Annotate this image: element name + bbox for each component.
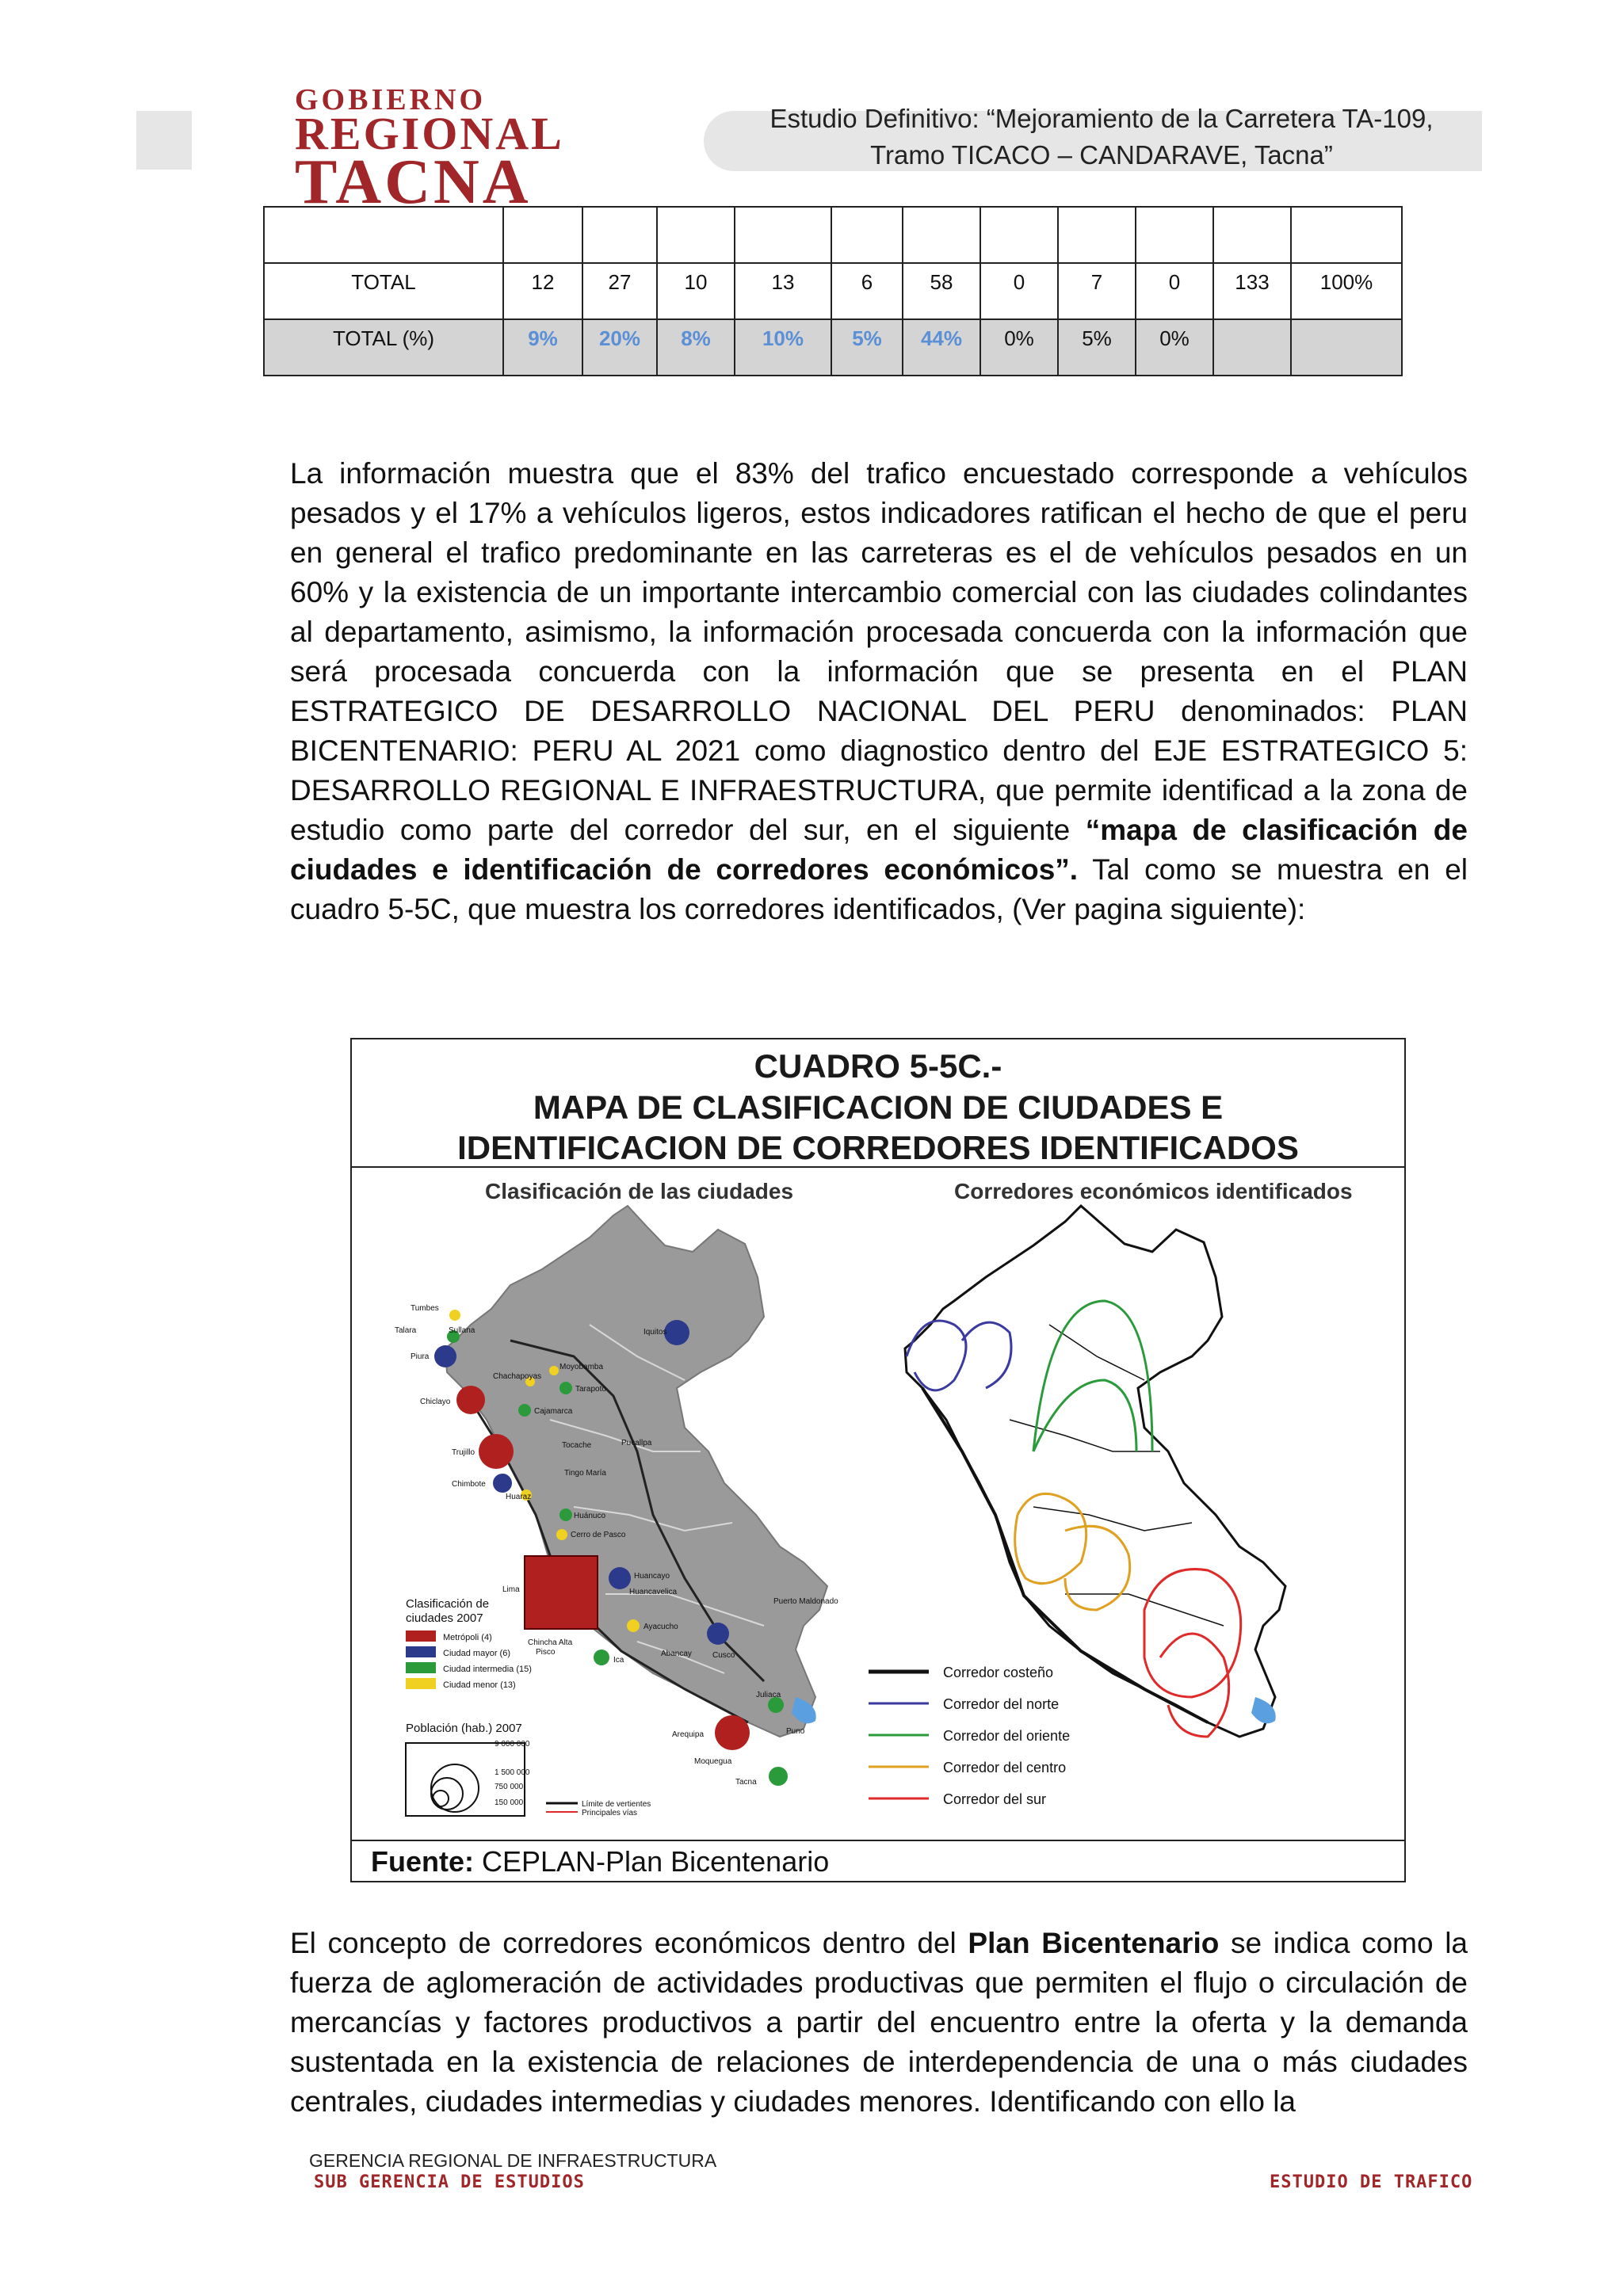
city-label: Abancay xyxy=(661,1650,692,1658)
table-cell xyxy=(657,207,735,263)
population-value: 750 000 xyxy=(495,1783,524,1791)
city-piura xyxy=(434,1345,456,1367)
corridors-legend xyxy=(869,1665,1070,1807)
table-cell: 10% xyxy=(735,319,831,376)
table-cell: 0 xyxy=(980,263,1058,319)
city-label: Chiclayo xyxy=(420,1398,451,1406)
figure-title-3: IDENTIFICACION DE CORREDORES IDENTIFICADOS xyxy=(457,1129,1299,1166)
table-cell: 0% xyxy=(980,319,1058,376)
city-ayacucho xyxy=(627,1619,640,1632)
table-row xyxy=(264,207,1402,263)
legend-title-2: ciudades 2007 xyxy=(406,1611,483,1625)
city-label: Moquegua xyxy=(694,1757,732,1766)
legend-corridor-label: Corredor del centro xyxy=(943,1760,1067,1775)
source-value: CEPLAN-Plan Bicentenario xyxy=(474,1845,830,1878)
table-cell: 9% xyxy=(503,319,582,376)
figure-source xyxy=(352,1840,1404,1881)
city-label: Ica xyxy=(613,1656,624,1665)
city-label: Huánuco xyxy=(574,1512,606,1520)
city-tumbes xyxy=(449,1310,460,1321)
legend-item-label: Ciudad mayor (6) xyxy=(443,1649,510,1658)
table-cell: 12 xyxy=(503,263,582,319)
legend-item-label: Ciudad menor (13) xyxy=(443,1680,516,1690)
table-cell: 0% xyxy=(1136,319,1213,376)
table-cell: 5% xyxy=(1058,319,1136,376)
city-tacna xyxy=(769,1767,788,1786)
source-label: Fuente: xyxy=(371,1845,474,1878)
city-ica xyxy=(594,1650,609,1665)
city-label: Ayacucho xyxy=(643,1623,678,1631)
legend-item-label: Ciudad intermedia (15) xyxy=(443,1665,532,1674)
figure-cuadro-5-5c xyxy=(350,1038,1406,1882)
table-cell xyxy=(735,207,831,263)
source-text xyxy=(371,1845,829,1878)
city-huancayo xyxy=(609,1567,631,1589)
city-cajamarca xyxy=(518,1404,531,1417)
table-cell xyxy=(1213,207,1291,263)
table-cell: 20% xyxy=(582,319,657,376)
city-juliaca xyxy=(768,1697,784,1713)
legend-item-label: Metrópoli (4) xyxy=(443,1633,492,1642)
document-title xyxy=(737,101,1466,174)
city-label: Chimbote xyxy=(452,1480,486,1489)
footer-subdepartment: SUB GERENCIA DE ESTUDIOS xyxy=(314,2172,585,2192)
city-label: Cusco xyxy=(712,1651,735,1660)
paragraph-bold-text: “mapa de clasificación de ciudades e identificación de corredores económicos”. xyxy=(290,814,1468,886)
body-paragraph-2 xyxy=(290,1924,1468,2122)
figure-title-1: CUADRO 5-5C.- xyxy=(754,1047,1002,1085)
legend-corridor-label: Corredor del norte xyxy=(943,1696,1060,1712)
table-cell xyxy=(582,207,657,263)
right-map-subtitle: Corredores económicos identificados xyxy=(954,1179,1353,1203)
city-label: Talara xyxy=(395,1326,417,1335)
city-arequipa xyxy=(715,1715,750,1750)
logo-line-1: GOBIERNO xyxy=(295,83,487,116)
legend-corridor-label: Corredor del oriente xyxy=(943,1728,1071,1744)
table-cell: 44% xyxy=(903,319,980,376)
city-label: Piura xyxy=(411,1352,430,1361)
population-value: 9 000 000 xyxy=(495,1740,530,1749)
logo-line-3: TACNA xyxy=(295,147,532,217)
paragraph-bold-text: Plan Bicentenario xyxy=(968,1927,1220,1959)
table-cell xyxy=(1058,207,1136,263)
table-cell xyxy=(980,207,1058,263)
legend-title-1: Clasificación de xyxy=(406,1597,490,1611)
city-label: Huancayo xyxy=(634,1572,670,1581)
city-label: Arequipa xyxy=(672,1730,705,1739)
total-percent-label-cell: TOTAL (%) xyxy=(264,319,503,376)
city-label: Tingo María xyxy=(564,1469,606,1478)
legend-corridor-label: Corredor costeño xyxy=(943,1665,1054,1680)
table-cell: 13 xyxy=(735,263,831,319)
city-label: Iquitos xyxy=(643,1328,667,1337)
table-cell xyxy=(831,207,903,263)
city-label: Sullana xyxy=(449,1326,475,1335)
table-cell xyxy=(1291,319,1402,376)
city-huanuco xyxy=(559,1508,572,1521)
document-title-line-1: Estudio Definitivo: “Mejoramiento de la Carretera TA-109, xyxy=(769,104,1434,133)
table-cell: 0 xyxy=(1136,263,1213,319)
city-label: Tocache xyxy=(562,1441,592,1450)
population-value: 1 500 000 xyxy=(495,1768,530,1777)
header-left-decoration xyxy=(136,111,192,170)
city-label: Tumbes xyxy=(411,1304,439,1313)
city-tarapoto xyxy=(559,1382,572,1394)
city-label: Huaraz xyxy=(506,1493,532,1501)
maps-illustration xyxy=(352,1039,1404,1841)
figure-title-2: MAPA DE CLASIFICACION DE CIUDADES E xyxy=(533,1089,1224,1126)
gobierno-regional-tacna-logo xyxy=(295,83,612,217)
city-label: Pucallpa xyxy=(621,1439,652,1447)
paragraph-text: El concepto de corredores económicos dentro del xyxy=(290,1927,968,1959)
logo-line-2: REGIONAL xyxy=(295,108,564,159)
city-cusco xyxy=(707,1623,729,1645)
city-label: Tacna xyxy=(735,1778,757,1787)
population-legend-title: Población (hab.) 2007 xyxy=(406,1722,522,1735)
city-label: Huancavelica xyxy=(629,1588,678,1596)
total-label-cell: TOTAL xyxy=(264,263,503,319)
line-legend-label: Principales vías xyxy=(582,1809,638,1817)
city-label: Juliaca xyxy=(756,1691,781,1699)
paragraph-text: La información muestra que el 83% del trafico encuestado corresponde a vehículos pesados y el 17% a vehículos ligeros, estos indicadores ratifican el hecho de que el peru en general el trafico predominante en las carreteras es el de vehículos pesados en un 60% y la existencia de un importante intercambio comercial con las ciudades colindantes al departamento, asimismo, la información procesada concuerda con la información que será procesada concuerda con la información que se presenta en el PLAN ESTRATEGICO DE DESARROLLO NACIONAL DEL PERU denominados: PLAN BICENTENARIO: PERU AL 2021 como diagnostico dentro del EJE ESTRATEGICO 5: DESARROLLO REGIONAL E INFRAESTRUCTURA, que permite identificad a la zona de estudio como parte del corredor del sur, en el siguiente xyxy=(290,457,1468,846)
city-label: Puerto Maldonado xyxy=(773,1597,838,1606)
city-label: Cajamarca xyxy=(534,1407,573,1416)
city-label: Lima xyxy=(502,1585,520,1594)
city-label: Trujillo xyxy=(452,1448,475,1457)
table-cell xyxy=(264,207,503,263)
traffic-summary-table xyxy=(263,206,1403,376)
table-cell xyxy=(903,207,980,263)
body-paragraph-1 xyxy=(290,454,1468,929)
table-cell: 133 xyxy=(1213,263,1291,319)
table-cell: 8% xyxy=(657,319,735,376)
city-moyobamba xyxy=(549,1366,559,1375)
table-cell: 7 xyxy=(1058,263,1136,319)
city-label: Puno xyxy=(786,1727,805,1736)
line-legend-label: Límite de vertientes xyxy=(582,1800,651,1809)
footer-department: GERENCIA REGIONAL DE INFRAESTRUCTURA xyxy=(309,2150,717,2171)
table-cell: 27 xyxy=(582,263,657,319)
city-cerro-de-pasco xyxy=(556,1529,567,1540)
table-row-total-percent xyxy=(264,319,1402,376)
paragraph-text: se indica como la fuerza de aglomeración de actividades productivas que permiten el flujo o circulación de mercancías y factores productivos a partir del encuentro entre la oferta y la demanda sustentada en la existencia de relaciones de interdependencia de una o más ciudades centrales, ciudades intermedias y ciudades menores. Identificando con ello la xyxy=(290,1927,1468,2118)
city-lima xyxy=(525,1556,598,1629)
paragraph-text: Tal como se muestra en el cuadro 5-5C, que muestra los corredores identificados, (Ver pagina siguiente): xyxy=(290,853,1468,925)
population-value: 150 000 xyxy=(495,1798,524,1807)
city-label: Tarapoto xyxy=(575,1385,606,1394)
left-map-subtitle: Clasificación de las ciudades xyxy=(485,1179,794,1203)
table-cell xyxy=(503,207,582,263)
table-cell: 5% xyxy=(831,319,903,376)
table-cell: 100% xyxy=(1291,263,1402,319)
peru-map-economic-corridors xyxy=(905,1206,1285,1737)
document-title-line-2: Tramo TICACO – CANDARAVE, Tacna” xyxy=(870,140,1333,170)
footer-section-title: ESTUDIO DE TRAFICO xyxy=(1270,2172,1473,2192)
table-cell: 10 xyxy=(657,263,735,319)
table-cell: 58 xyxy=(903,263,980,319)
city-chimbote xyxy=(493,1474,512,1493)
city-chiclayo xyxy=(456,1386,485,1414)
table-cell xyxy=(1213,319,1291,376)
city-trujillo xyxy=(479,1434,514,1469)
city-iquitos xyxy=(664,1320,689,1345)
city-label: Moyobamba xyxy=(559,1363,604,1371)
city-label: Cerro de Pasco xyxy=(571,1531,626,1539)
table-cell xyxy=(1136,207,1213,263)
table-cell xyxy=(1291,207,1402,263)
city-label: Chincha Alta xyxy=(528,1638,573,1647)
city-label: Pisco xyxy=(536,1648,556,1657)
table-cell: 6 xyxy=(831,263,903,319)
table-row-total xyxy=(264,263,1402,319)
city-label: Chachapoyas xyxy=(493,1372,542,1381)
legend-corridor-label: Corredor del sur xyxy=(943,1791,1047,1807)
